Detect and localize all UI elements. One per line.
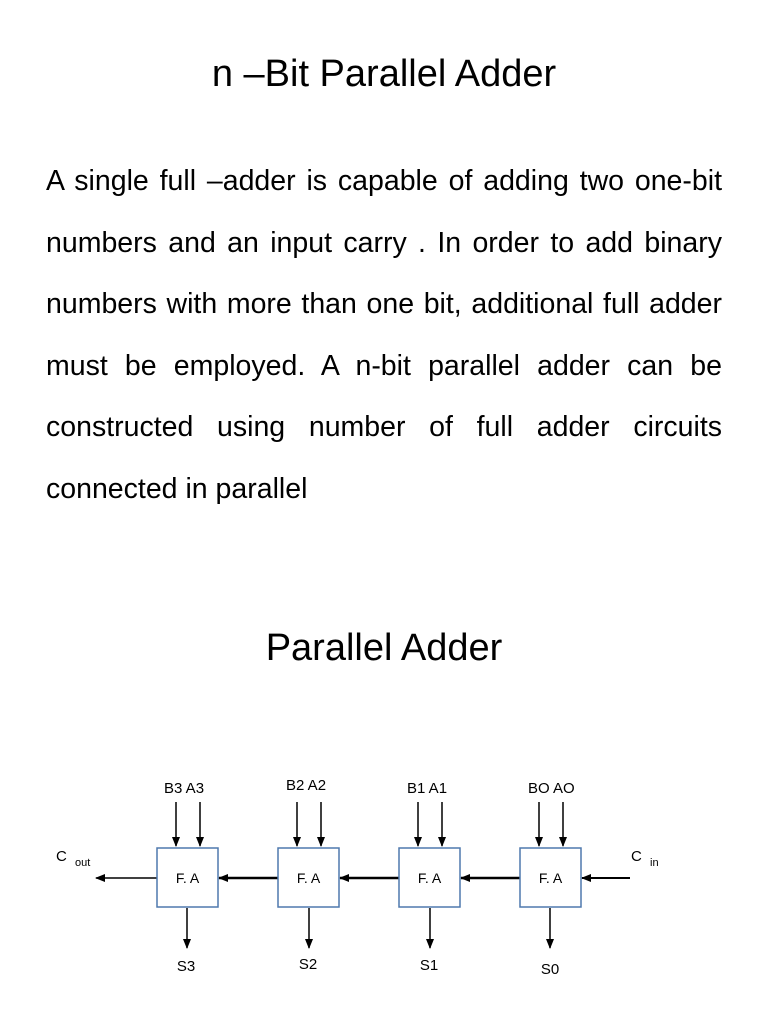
inputs-label: B1 A1 [407, 780, 448, 797]
full-adder-label: F. A [417, 870, 442, 886]
carry-out-main: C [56, 848, 67, 865]
sum-label: S0 [540, 961, 560, 978]
diagram-title: Parallel Adder [265, 627, 503, 669]
full-adder-label: F. A [296, 870, 321, 886]
sum-label: S3 [176, 958, 196, 975]
description-paragraph: A single full –adder is capable of adding two one-bit numbers and an input carry . In order to add binary numbers with more than one bit, additional full adder must be employed. A n-bit parallel adder can be constructed using number of full adder circuits connected in parallel [46, 165, 722, 505]
sum-label: S1 [419, 957, 439, 974]
full-adder-label: F. A [175, 870, 200, 886]
inputs-label: BO AO [528, 780, 575, 797]
inputs-label: B3 A3 [164, 780, 205, 797]
full-adder-label: F. A [538, 870, 563, 886]
carry-out-sub: out [75, 857, 91, 869]
parallel-adder-diagram [0, 760, 768, 990]
carry-in-label [631, 848, 659, 869]
full-adder-block-2 [278, 777, 339, 973]
sum-label: S2 [298, 956, 318, 973]
carry-out-label [56, 848, 90, 869]
inputs-label: B2 A2 [286, 777, 327, 794]
full-adder-block-1 [399, 780, 460, 974]
full-adder-block-3 [157, 780, 218, 975]
slide-title: n –Bit Parallel Adder [211, 53, 557, 95]
full-adder-block-0 [520, 780, 581, 978]
carry-in-sub: in [650, 857, 659, 869]
carry-in-main: C [631, 848, 642, 865]
